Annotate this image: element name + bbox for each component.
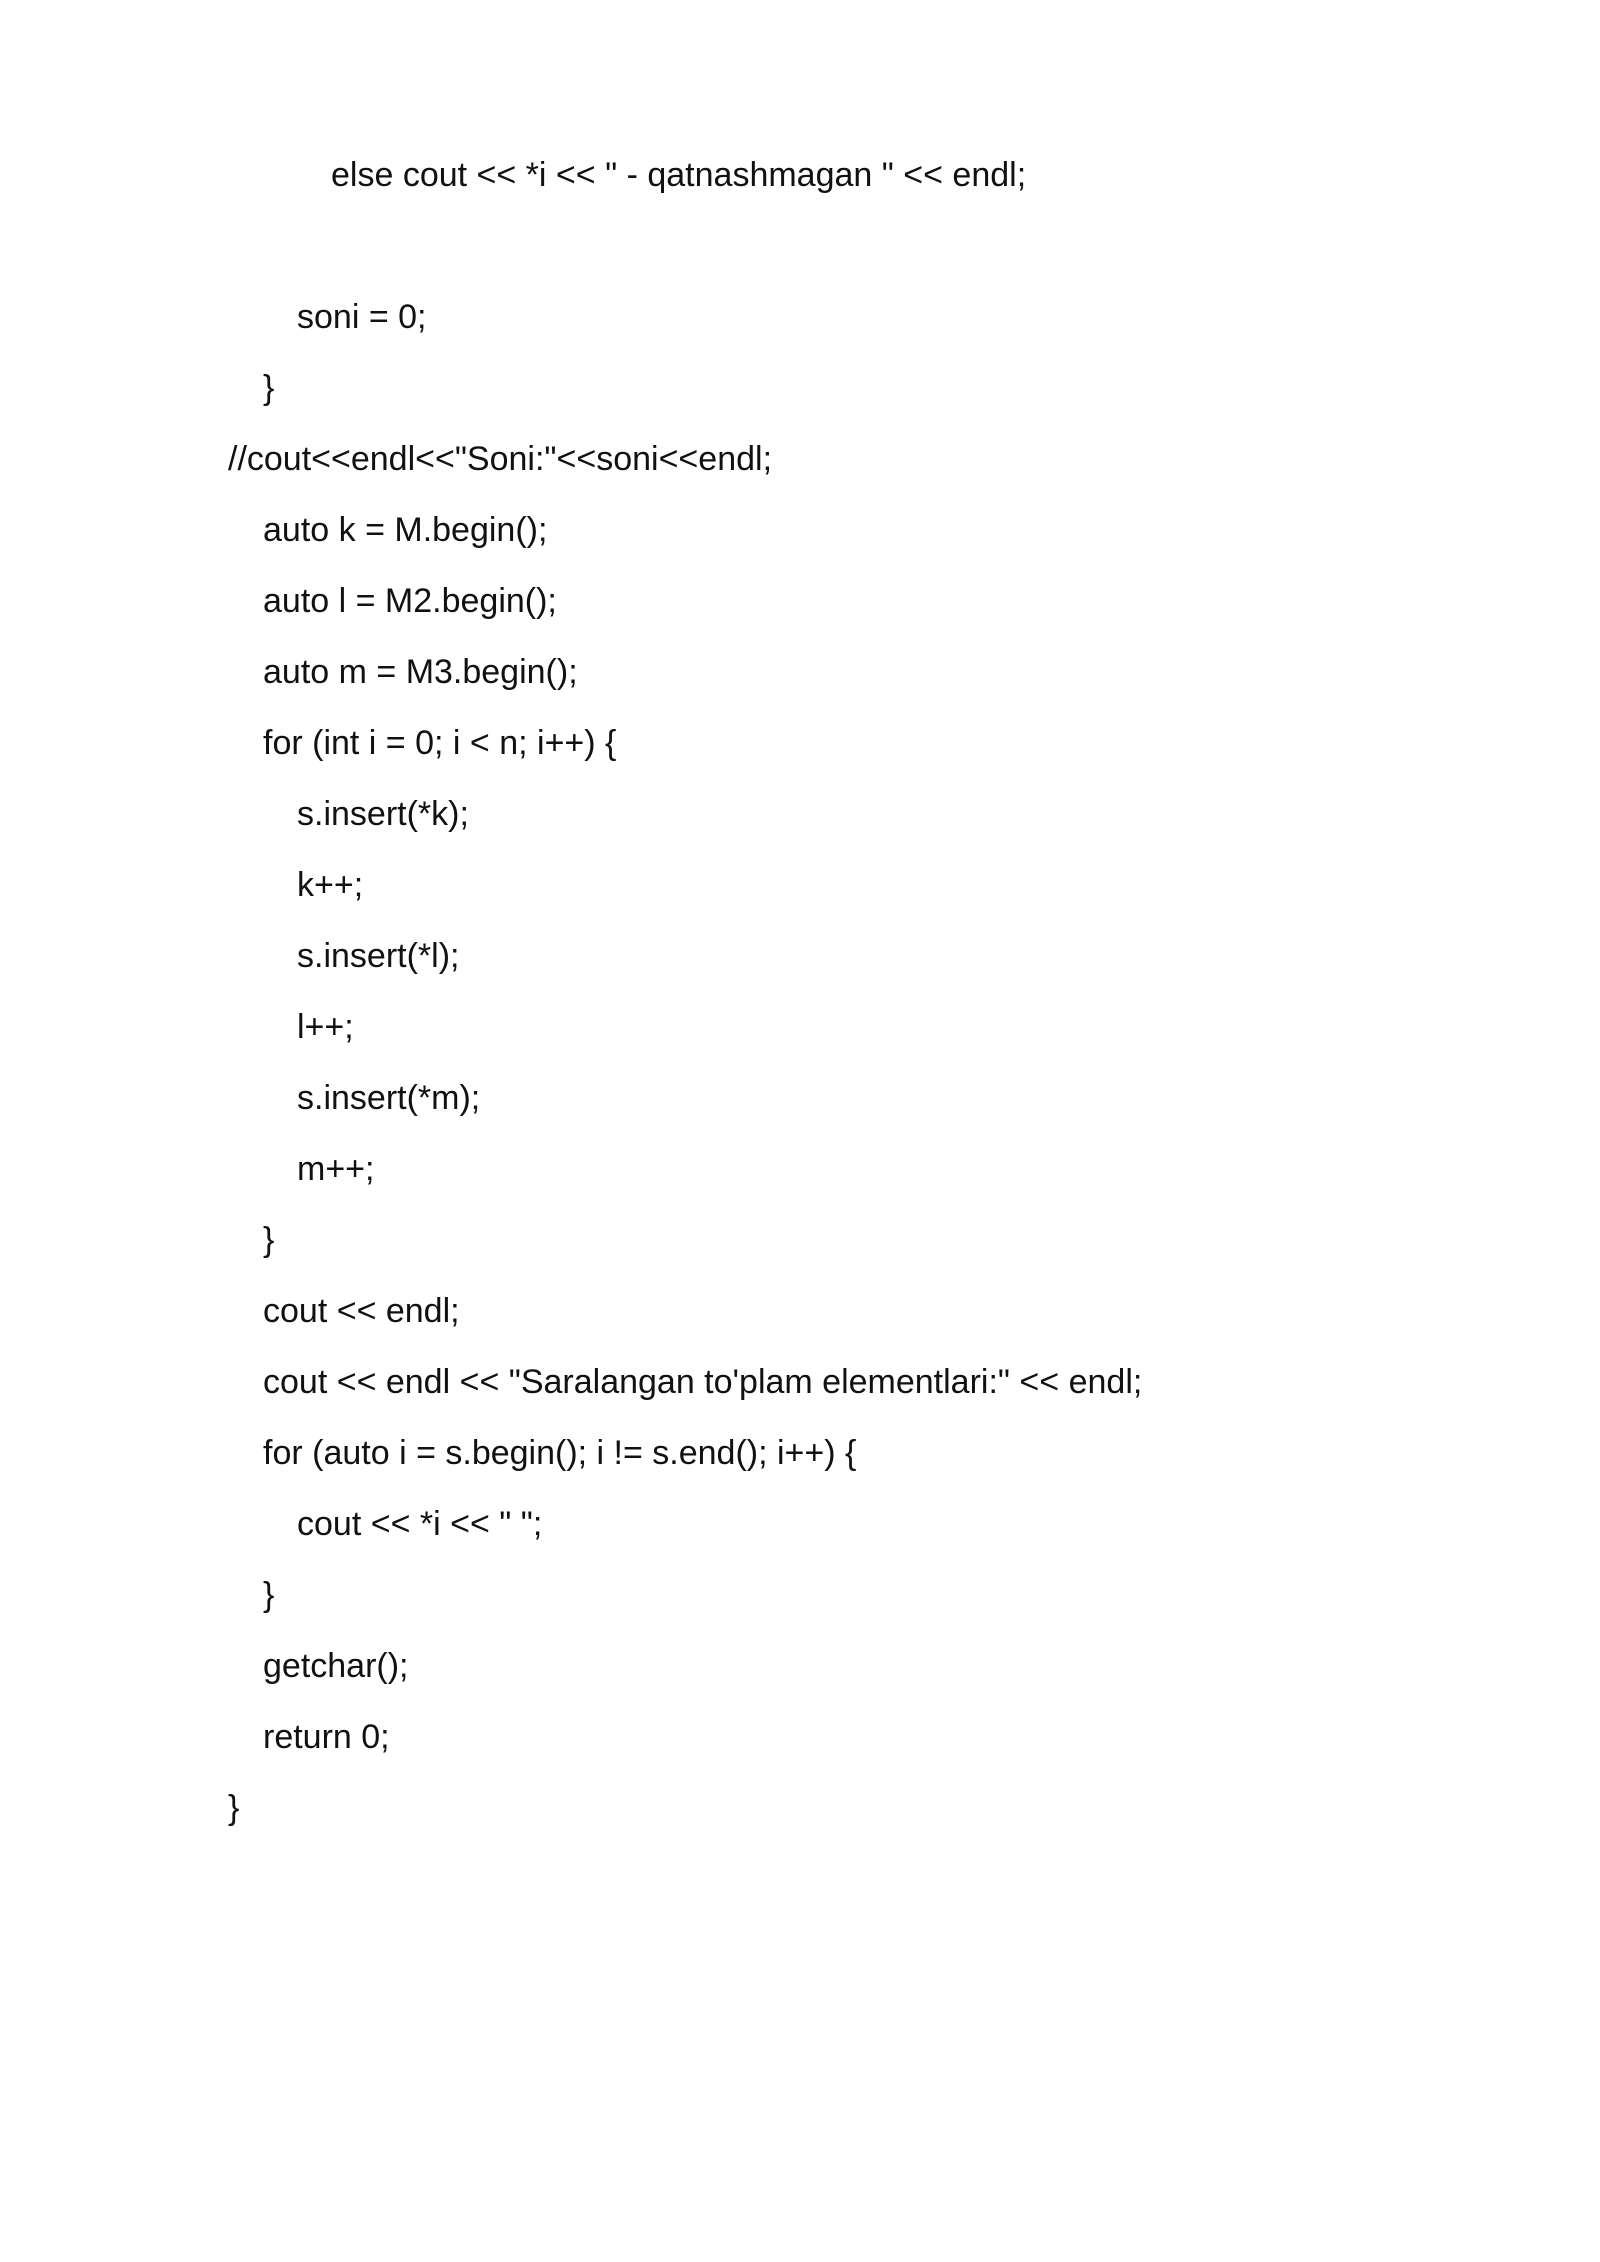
code-line: auto k = M.begin(); <box>263 511 548 549</box>
code-line: cout << endl << "Saralangan to'plam elementlari:" << endl; <box>263 1363 1143 1401</box>
code-line: s.insert(*k); <box>297 795 469 833</box>
code-line: } <box>228 1789 240 1827</box>
code-line: getchar(); <box>263 1647 409 1685</box>
code-line: cout << *i << " "; <box>297 1505 543 1543</box>
code-line: for (auto i = s.begin(); i != s.end(); i++) { <box>263 1434 857 1472</box>
code-line: soni = 0; <box>297 298 427 336</box>
code-line: else cout << *i << " - qatnashmagan " << endl; <box>331 156 1027 194</box>
code-line: for (int i = 0; i < n; i++) { <box>263 724 617 762</box>
code-line: l++; <box>297 1008 354 1046</box>
code-line: return 0; <box>263 1718 390 1756</box>
code-line: } <box>263 369 275 407</box>
code-comment-line: //cout<<endl<<"Soni:"<<soni<<endl; <box>228 440 773 478</box>
code-line: } <box>263 1576 275 1614</box>
code-line: cout << endl; <box>263 1292 460 1330</box>
code-line: m++; <box>297 1150 375 1188</box>
code-line: } <box>263 1221 275 1259</box>
code-line: s.insert(*l); <box>297 937 460 975</box>
code-line: k++; <box>297 866 364 904</box>
code-line: auto l = M2.begin(); <box>263 582 557 620</box>
code-line: s.insert(*m); <box>297 1079 481 1117</box>
code-line: auto m = M3.begin(); <box>263 653 578 691</box>
